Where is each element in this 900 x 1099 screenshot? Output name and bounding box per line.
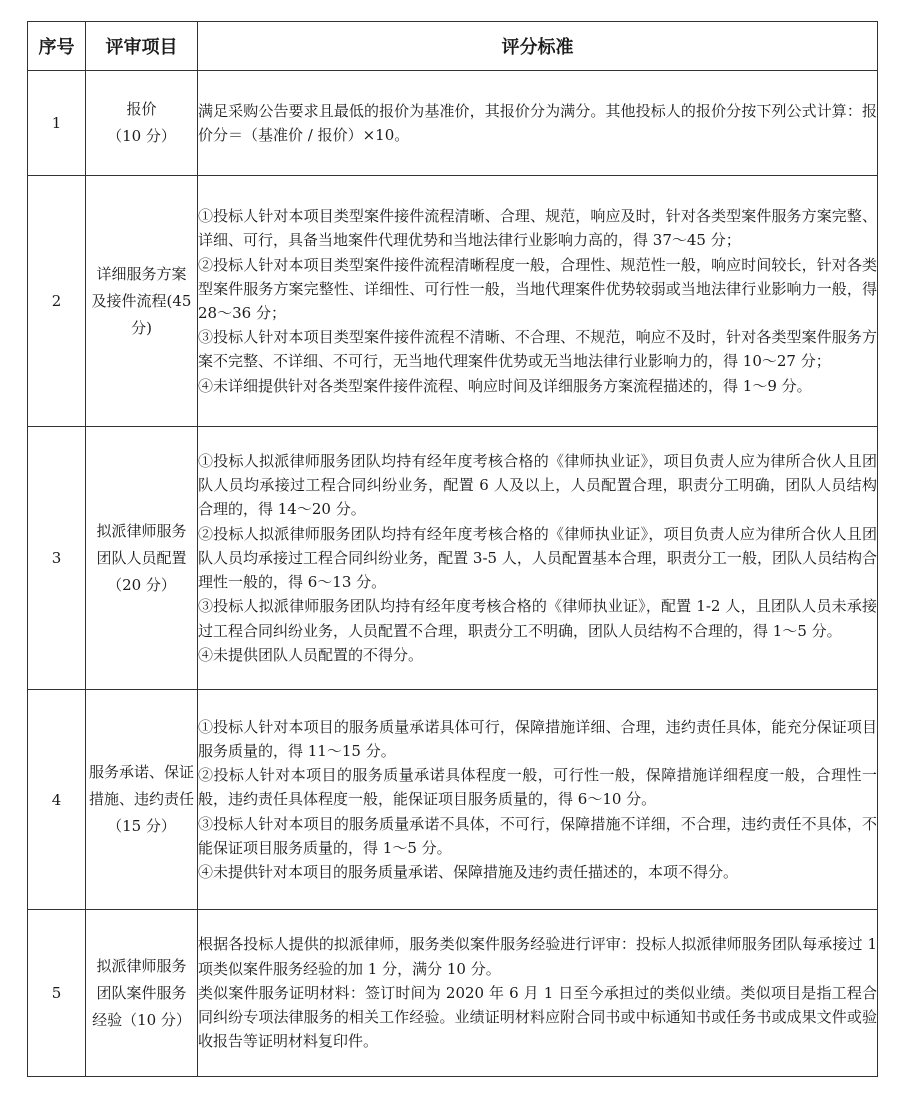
review-item [86, 427, 198, 690]
review-item-line: 经验（10 分） [92, 1010, 191, 1029]
header-item: 评审项目 [86, 22, 198, 71]
review-item-line: 详细服务方案 [96, 264, 187, 283]
scoring-criteria [198, 176, 878, 427]
header-no: 序号 [28, 22, 86, 71]
review-item-line: 拟派律师服务 [96, 521, 187, 540]
review-item-line: 团队案件服务 [96, 983, 187, 1002]
criteria-paragraph: ②投标人拟派律师服务团队均持有经年度考核合格的《律师执业证》，项目负责人应为律所合伙人且团队人员均承接过工程合同纠纷业务，配置 3-5 人，人员配置基本合理，职责分工一般，团队人员结构合理性一般的，得 6～13 分。 [198, 524, 877, 592]
row-number: 1 [28, 71, 86, 176]
scoring-table [27, 21, 878, 1077]
header-row [28, 22, 878, 71]
review-item [86, 176, 198, 427]
table-row [28, 176, 878, 427]
criteria-paragraph: 满足采购公告要求且最低的报价为基准价，其报价分为满分。其他投标人的报价分按下列公式计算：报价分＝（基准价 / 报价）×10。 [198, 101, 877, 144]
review-item-line: 措施、违约责任 [88, 790, 194, 808]
scoring-criteria [198, 690, 878, 910]
criteria-paragraph: 根据各投标人提供的拟派律师，服务类似案件服务经验进行评审：投标人拟派律师服务团队每承接过 1 项类似案件服务经验的加 1 分，满分 10 分。 [198, 935, 877, 978]
review-item-line: （15 分） [107, 817, 176, 835]
criteria-paragraph: ②投标人针对本项目的服务质量承诺具体程度一般，可行性一般，保障措施详细程度一般，合理性一般，违约责任具体程度一般，能保证项目服务质量的，得 6～10 分。 [198, 766, 877, 809]
review-item-line: 服务承诺、保证 [88, 763, 194, 781]
criteria-paragraph: ④未提供针对本项目的服务质量承诺、保障措施及违约责任描述的，本项不得分。 [198, 863, 739, 881]
scoring-criteria [198, 71, 878, 176]
criteria-paragraph: ①投标人拟派律师服务团队均持有经年度考核合格的《律师执业证》，项目负责人应为律所合伙人且团队人员均承接过工程合同纠纷业务，配置 6 人及以上，人员配置合理，职责分工明确，团队人员结构合理的，得 14～20 分。 [198, 452, 877, 519]
criteria-paragraph: ③投标人针对本项目类型案件接件流程不清晰、不合理、不规范，响应不及时，针对各类型案件服务方案不完整、不详细、不可行，无当地代理案件优势或无当地法律行业影响力的，得 10～27 分； [198, 328, 877, 371]
header-criteria: 评分标准 [198, 22, 878, 71]
table-body [28, 71, 878, 1077]
review-item-line: 团队人员配置 [96, 548, 187, 567]
row-number: 2 [28, 176, 86, 427]
review-item [86, 690, 198, 910]
table-row [28, 910, 878, 1077]
table-row [28, 427, 878, 690]
review-item-line: 拟派律师服务 [96, 956, 187, 975]
review-item-line: 及接件流程(45 [91, 291, 192, 310]
scoring-criteria [198, 910, 878, 1077]
criteria-paragraph: ④未详细提供针对各类型案件接件流程、响应时间及详细服务方案流程描述的，得 1～9 分。 [198, 376, 812, 395]
criteria-paragraph: 类似案件服务证明材料：签订时间为 2020 年 6 月 1 日至今承担过的类似业绩。类似项目是指工程合同纠纷专项法律服务的相关工作经验。业绩证明材料应附合同书或中标通知书或任务书或成果文件或验收报告等证明材料复印件。 [198, 983, 877, 1051]
review-item [86, 71, 198, 176]
review-item-line: （10 分） [107, 127, 176, 145]
criteria-paragraph: ④未提供团队人员配置的不得分。 [198, 645, 424, 664]
criteria-paragraph: ①投标人针对本项目类型案件接件流程清晰、合理、规范，响应及时，针对各类型案件服务方案完整、详细、可行，具备当地案件代理优势和当地法律行业影响力高的，得 37～45 分； [198, 207, 877, 250]
scoring-criteria [198, 427, 878, 690]
row-number: 5 [28, 910, 86, 1077]
review-item [86, 910, 198, 1077]
criteria-paragraph: ③投标人针对本项目的服务质量承诺不具体，不可行，保障措施不详细，不合理，违约责任不具体，不能保证项目服务质量的，得 1～5 分。 [198, 814, 877, 857]
review-item-line: 报价 [126, 100, 157, 118]
criteria-paragraph: ②投标人针对本项目类型案件接件流程清晰程度一般，合理性、规范性一般，响应时间较长，针对各类型案件服务方案完整性、详细性、可行性一般，当地代理案件优势较弱或当地法律行业影响力一般，得 28～36 分； [198, 255, 877, 322]
review-item-line: 分) [131, 318, 152, 337]
table-row [28, 690, 878, 910]
row-number: 4 [28, 690, 86, 910]
review-item-line: （20 分） [107, 575, 176, 594]
criteria-paragraph: ③投标人拟派律师服务团队均持有经年度考核合格的《律师执业证》，配置 1-2 人，且团队人员未承接过工程合同纠纷业务，人员配置不合理，职责分工不明确，团队人员结构不合理的，得 1～5 分。 [198, 597, 877, 640]
criteria-paragraph: ①投标人针对本项目的服务质量承诺具体可行，保障措施详细、合理，违约责任具体，能充分保证项目服务质量的，得 11～15 分。 [198, 717, 877, 760]
table-row [28, 71, 878, 176]
row-number: 3 [28, 427, 86, 690]
